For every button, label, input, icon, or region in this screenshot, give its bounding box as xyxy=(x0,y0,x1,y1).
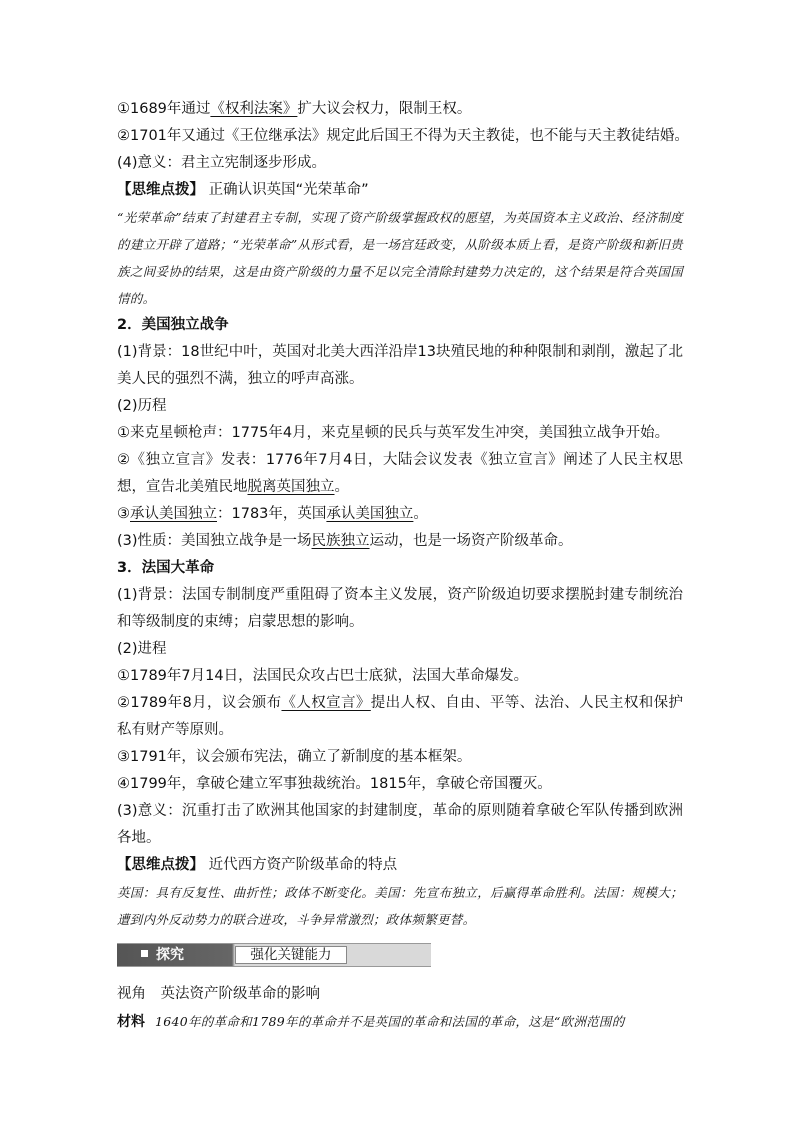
banner-subtitle: 强化关键能力 xyxy=(235,946,347,964)
text-line: ④1799年，拿破仑建立军事独裁统治。1815年，拿破仑帝国覆灭。 xyxy=(117,776,552,792)
square-icon xyxy=(141,950,148,957)
underlined-text: 民族独立 xyxy=(311,533,370,549)
text: 提出人权、自由、平等、法治、人民主权和保护私有财产等原则。 xyxy=(117,695,683,738)
text-line: ①1789年7月14日，法国民众攻占巴士底狱，法国大革命爆发。 xyxy=(117,668,529,684)
text: 运动，也是一场资产阶级革命。 xyxy=(369,533,573,549)
tip-body: “光荣革命”结束了封建君主专制，实现了资产阶级掌握政权的愿望，为英国资本主义政治、经济制度的建立开辟了道路；“光荣革命”从形式看，是一场宫廷政变，从阶级本质上看，是资产阶级和新旧贵族之间妥协的结果，这是由资产阶级的力量不足以完全清除封建势力决定的，这个结果是符合英国国情的。 xyxy=(117,210,683,306)
underlined-text: 《人权宣言》 xyxy=(281,695,371,711)
text: 。 xyxy=(413,506,428,522)
paragraph: (3)意义：沉重打击了欧洲其他国家的封建制度，革命的原则随着拿破仑军队传播到欧洲各地。 xyxy=(117,803,683,846)
text: ：1783年，英国 xyxy=(217,506,327,522)
tip-title: 近代西方资产阶级革命的特点 xyxy=(208,857,398,873)
text: 扩大议会权力，限制王权。 xyxy=(297,101,472,117)
underlined-text: 脱离英国独立 xyxy=(247,479,335,495)
text: (3)性质：美国独立战争是一场 xyxy=(117,533,312,549)
paragraph xyxy=(117,447,683,501)
banner-label xyxy=(117,944,233,966)
underlined-text: 《权利法案》 xyxy=(210,101,298,117)
material-line xyxy=(117,1008,683,1036)
text-line xyxy=(117,501,683,528)
text-line: ②1701年又通过《王位继承法》规定此后国王不得为天主教徒，也不能与天主教徒结婚。 xyxy=(117,128,689,144)
underlined-text: 承认美国独立 xyxy=(326,506,414,522)
text: 。 xyxy=(334,479,349,495)
text-line: (2)历程 xyxy=(117,398,167,414)
text-line: ③1791年，议会颁布宪法，确立了新制度的基本框架。 xyxy=(117,749,472,765)
text: ①1689年通过 xyxy=(117,101,211,117)
view-heading: 视角 英法资产阶级革命的影响 xyxy=(117,986,320,1002)
tip-body: 英国：具有反复性、曲折性；政体不断变化。美国：先宣布独立，后赢得革命胜利。法国：规模大；遭到内外反动势力的联合进攻，斗争异常激烈；政体频繁更替。 xyxy=(117,885,683,927)
underlined-text: 承认美国独立 xyxy=(130,506,217,522)
tip-tag: 【思维点拨】 xyxy=(117,182,204,198)
section-heading: 2．美国独立战争 xyxy=(117,317,229,333)
section-banner xyxy=(117,943,431,967)
material-label: 材料 xyxy=(117,1014,145,1030)
tip-heading xyxy=(117,852,683,879)
text-line: ①来克星顿枪声：1775年4月，来克星顿的民兵与英军发生冲突，美国独立战争开始。 xyxy=(117,425,670,441)
paragraph: (1)背景：法国专制制度严重阻碍了资本主义发展，资产阶级迫切要求摆脱封建专制统治和等级制度的束缚；启蒙思想的影响。 xyxy=(117,587,683,630)
text-line: (2)进程 xyxy=(117,641,167,657)
material-text: 1640年的革命和1789年的革命并不是英国的革命和法国的革命，这是“欧洲范围的 xyxy=(155,1014,625,1029)
text-line: (4)意义：君主立宪制逐步形成。 xyxy=(117,155,327,171)
banner-text: 探究 xyxy=(156,947,184,963)
text-line xyxy=(117,96,683,123)
section-heading: 3．法国大革命 xyxy=(117,560,215,576)
paragraph: (1)背景：18世纪中叶，英国对北美大西洋沿岸13块殖民地的种种限制和剥削，激起了北美人民的强烈不满，独立的呼声高涨。 xyxy=(117,344,683,387)
tip-title: 正确认识英国“光荣革命” xyxy=(208,182,369,198)
page-content xyxy=(117,96,689,1036)
paragraph xyxy=(117,690,683,744)
tip-tag: 【思维点拨】 xyxy=(117,857,204,873)
text: ③ xyxy=(117,506,130,522)
text-line xyxy=(117,528,683,555)
text: ②1789年8月，议会颁布 xyxy=(117,695,282,711)
tip-heading xyxy=(117,177,683,204)
text: ②《独立宣言》发表：1776年7月4日，大陆会议发表《独立宣言》阐述了人民主权思想，宣告北美殖民地 xyxy=(117,452,683,495)
